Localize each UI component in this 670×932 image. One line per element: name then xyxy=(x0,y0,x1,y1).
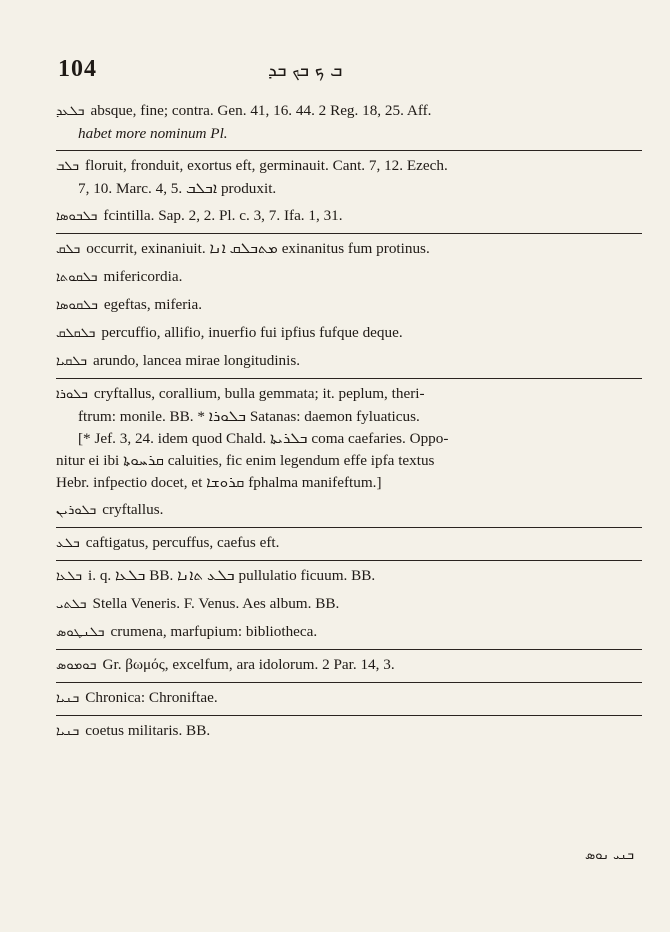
definition-continuation: habet more nominum Pl. xyxy=(78,125,228,142)
definition: egeftas, miferia. xyxy=(103,296,203,313)
syriac-headword: ܒܠܩ xyxy=(56,242,81,257)
section-rule xyxy=(56,682,642,683)
definition-note: Hebr. infpectio docet, et ܩܪܘܫܐ fphalma manifeftum.] xyxy=(56,474,382,491)
entry-1 xyxy=(56,98,642,148)
syriac-headword: ܒܢܝܐ xyxy=(56,724,80,739)
syriac-headword: ܒܠܥܕ xyxy=(56,104,85,119)
definition: Stella Veneris. F. Venus. Aes album. BB. xyxy=(92,595,340,612)
entry-12 xyxy=(56,563,642,591)
entry-16 xyxy=(56,685,642,713)
definition: percuffio, allifio, inuerfio fui ipfius fufque deque. xyxy=(101,324,403,341)
entry-7 xyxy=(56,320,642,348)
definition: caftigatus, percuffus, caefus eft. xyxy=(85,534,280,551)
catchword: ܒܢܝ ܢܘܣ xyxy=(584,848,634,863)
definition: arundo, lancea mirae longitudinis. xyxy=(92,352,301,369)
syriac-headword: ܒܢܝܐ xyxy=(56,691,80,706)
syriac-headword: ܒܠܒܘܣܐ xyxy=(56,209,98,224)
definition: occurrit, exinaniuit. ܡܬܒܠܩ ܐܢܐ exinanitus fum protinus. xyxy=(86,240,430,257)
entry-6 xyxy=(56,292,642,320)
syriac-headword: ܒܠܒ xyxy=(56,159,80,174)
running-title: ܒ ܟ ܒܟ ܒܕ xyxy=(268,60,343,81)
syriac-headword: ܒܠܥܐ xyxy=(56,569,83,584)
entry-5 xyxy=(56,264,642,292)
syriac-headword: ܒܘܡܘܣ xyxy=(56,658,97,673)
definition: Chronica: Chroniftae. xyxy=(85,689,218,706)
section-rule xyxy=(56,649,642,650)
syriac-headword: ܒܠܩܝܐ xyxy=(56,354,87,369)
syriac-headword: ܒܠܥ xyxy=(56,536,80,551)
entry-17 xyxy=(56,718,642,746)
syriac-headword: ܒܠܩܘܣܐ xyxy=(56,298,98,313)
definition: i. q. ܒܠܥܐ BB. ܒܠܥ ܬܐܢܐ pullulatio ficuum. BB. xyxy=(88,567,376,584)
definition-continuation: 7, 10. Marc. 4, 5. ܐܒܠܒ produxit. xyxy=(78,180,277,197)
entry-10 xyxy=(56,497,642,525)
definition: floruit, fronduit, exortus eft, germinauit. Cant. 7, 12. Ezech. xyxy=(85,157,448,174)
entry-11 xyxy=(56,530,642,558)
section-rule xyxy=(56,527,642,528)
page-number: 104 xyxy=(58,56,97,82)
definition: cryftallus. xyxy=(102,501,164,518)
definition-note: nitur ei ibi ܩܪܚܘܬܐ caluities, fic enim legendum effe ipfa textus xyxy=(56,452,435,469)
definition: fcintilla. Sap. 2, 2. Pl. c. 3, 7. Ifa. 1, 31. xyxy=(103,207,343,224)
definition: Gr. βωμός, excelfum, ara idolorum. 2 Par. 14, 3. xyxy=(102,656,395,673)
entry-4 xyxy=(56,236,642,264)
entry-14 xyxy=(56,619,642,647)
section-rule xyxy=(56,233,642,234)
dictionary-entries xyxy=(56,98,642,746)
syriac-headword: ܒܠܢܛܘܣ xyxy=(56,625,105,640)
page-header xyxy=(58,56,630,86)
definition: absque, fine; contra. Gen. 41, 16. 44. 2 Reg. 18, 25. Aff. xyxy=(90,102,432,119)
entry-8 xyxy=(56,348,642,376)
section-rule xyxy=(56,150,642,151)
syriac-headword: ܒܠܩܠܩ xyxy=(56,326,96,341)
entry-15 xyxy=(56,652,642,680)
definition: crumena, marfupium: bibliotheca. xyxy=(110,623,318,640)
syriac-headword: ܒܠܘܪܝܢ xyxy=(56,503,97,518)
entry-2 xyxy=(56,153,642,203)
entry-3 xyxy=(56,203,642,231)
section-rule xyxy=(56,378,642,379)
syriac-headword: ܒܠܘܪܐ xyxy=(56,387,88,402)
syriac-headword: ܒܠܬܝ xyxy=(56,597,87,612)
definition: coetus militaris. BB. xyxy=(85,722,211,739)
entry-9 xyxy=(56,381,642,497)
definition: cryftallus, corallium, bulla gemmata; it. peplum, theri- xyxy=(93,385,425,402)
section-rule xyxy=(56,560,642,561)
syriac-headword: ܒܠܩܘܬܐ xyxy=(56,270,98,285)
section-rule xyxy=(56,715,642,716)
entry-13 xyxy=(56,591,642,619)
definition-note: [* Jef. 3, 24. idem quod Chald. ܒܠܪܝܬܐ coma caefaries. Oppo- xyxy=(78,430,449,447)
definition: mifericordia. xyxy=(103,268,183,285)
definition-continuation: ftrum: monile. BB. * ܒܠܘܪܐ Satanas: daemon fyluaticus. xyxy=(78,408,420,425)
